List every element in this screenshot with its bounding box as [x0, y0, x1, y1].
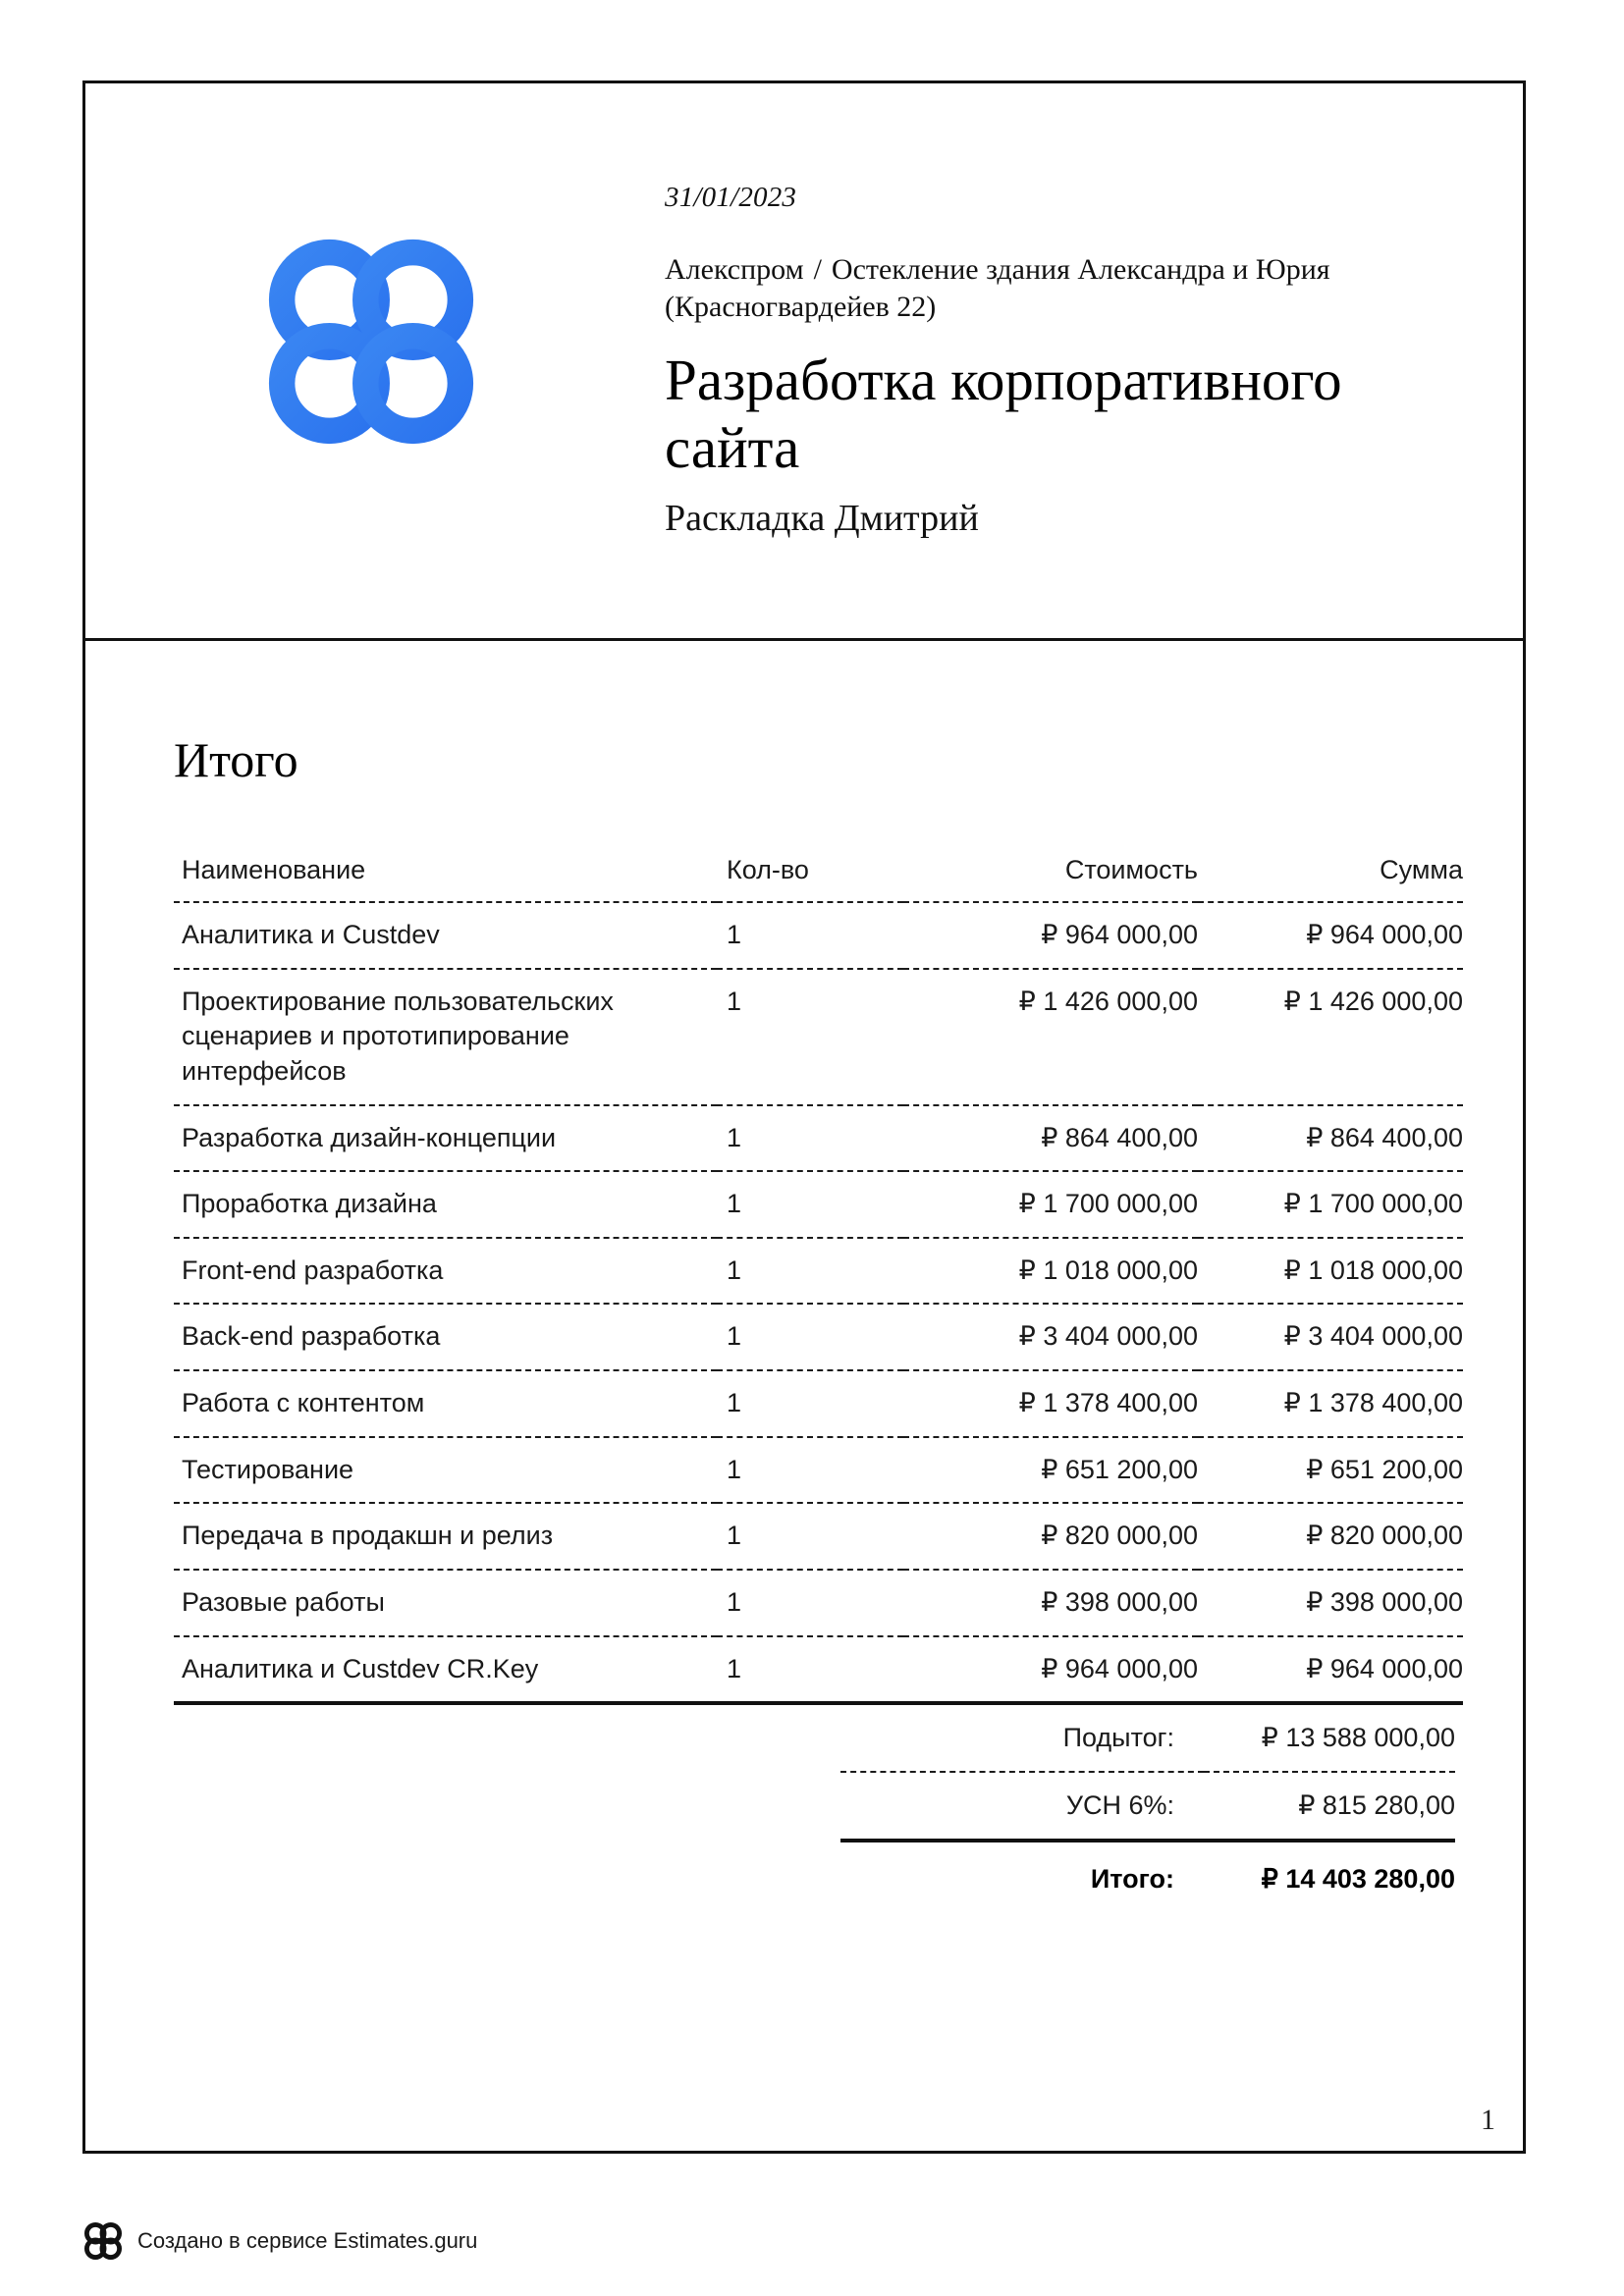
cell-sum: ₽ 3 404 000,00 [1198, 1304, 1463, 1370]
cell-name: Работа с контентом [174, 1370, 717, 1437]
cell-sum: ₽ 820 000,00 [1198, 1503, 1463, 1570]
header-text-block [665, 182, 1450, 540]
table-row [174, 1570, 1463, 1636]
page-number: 1 [1481, 2104, 1495, 2136]
cell-price: ₽ 1 700 000,00 [903, 1171, 1198, 1238]
page-title: Разработка корпоративного сайта [665, 347, 1342, 481]
cell-sum: ₽ 1 018 000,00 [1198, 1238, 1463, 1305]
grand-total-label: Итого: [1090, 1864, 1174, 1895]
column-header-name: Наименование [174, 855, 717, 902]
document-body [85, 641, 1523, 1912]
totals-row-grand [840, 1841, 1455, 1912]
cell-price: ₽ 1 378 400,00 [903, 1370, 1198, 1437]
cell-sum: ₽ 864 400,00 [1198, 1105, 1463, 1172]
cell-name: Проектирование пользовательских сценариев и прототипирование интерфейсов [174, 969, 717, 1105]
breadcrumb [665, 251, 1421, 327]
table-row [174, 969, 1463, 1105]
cell-name: Передача в продакшн и релиз [174, 1503, 717, 1570]
cell-price: ₽ 398 000,00 [903, 1570, 1198, 1636]
cell-name: Тестирование [174, 1437, 717, 1504]
cell-sum: ₽ 398 000,00 [1198, 1570, 1463, 1636]
cell-name: Front-end разработка [174, 1238, 717, 1305]
cell-qty: 1 [717, 1503, 903, 1570]
cell-name: Back-end разработка [174, 1304, 717, 1370]
table-row [174, 1304, 1463, 1370]
cell-name: Аналитика и Custdev CR.Key [174, 1636, 717, 1704]
table-row [174, 1370, 1463, 1437]
cell-price: ₽ 1 426 000,00 [903, 969, 1198, 1105]
table-row [174, 1171, 1463, 1238]
cell-price: ₽ 1 018 000,00 [903, 1238, 1198, 1305]
column-header-sum: Сумма [1198, 855, 1463, 902]
breadcrumb-project[interactable]: Остекление здания Александра и Юрия (Красногвардейев 22) [665, 253, 1330, 324]
cell-name: Разовые работы [174, 1570, 717, 1636]
cell-qty: 1 [717, 969, 903, 1105]
cell-qty: 1 [717, 1171, 903, 1238]
cell-sum: ₽ 1 426 000,00 [1198, 969, 1463, 1105]
table-row [174, 1503, 1463, 1570]
cell-sum: ₽ 1 378 400,00 [1198, 1370, 1463, 1437]
subtotal-value: ₽ 13 588 000,00 [1204, 1705, 1455, 1772]
cell-qty: 1 [717, 1636, 903, 1704]
cell-price: ₽ 964 000,00 [903, 902, 1198, 969]
cell-sum: ₽ 1 700 000,00 [1198, 1171, 1463, 1238]
footer-credit-text[interactable]: Создано в сервисе Estimates.guru [137, 2228, 478, 2253]
totals-table [840, 1705, 1455, 1912]
subtotal-label: Подытог: [840, 1705, 1204, 1772]
column-header-price: Стоимость [903, 855, 1198, 902]
grand-total-value: ₽ 14 403 280,00 [1261, 1864, 1455, 1895]
cell-sum: ₽ 651 200,00 [1198, 1437, 1463, 1504]
section-heading: Итого [174, 732, 298, 787]
cell-qty: 1 [717, 1105, 903, 1172]
cell-qty: 1 [717, 1437, 903, 1504]
cell-price: ₽ 3 404 000,00 [903, 1304, 1198, 1370]
tax-label: УСН 6%: [840, 1772, 1204, 1841]
items-table [174, 855, 1463, 1705]
table-row [174, 902, 1463, 969]
cell-price: ₽ 964 000,00 [903, 1636, 1198, 1704]
cell-qty: 1 [717, 1570, 903, 1636]
breadcrumb-client[interactable]: Алекспром [665, 253, 804, 286]
cell-name: Аналитика и Custdev [174, 902, 717, 969]
table-row [174, 1636, 1463, 1704]
tax-value: ₽ 815 280,00 [1204, 1772, 1455, 1841]
totals-row-tax [840, 1772, 1455, 1841]
totals-row-subtotal [840, 1705, 1455, 1772]
cell-sum: ₽ 964 000,00 [1198, 902, 1463, 969]
cell-price: ₽ 820 000,00 [903, 1503, 1198, 1570]
document-page [82, 80, 1526, 2154]
cell-qty: 1 [717, 1238, 903, 1305]
document-footer [82, 2220, 477, 2262]
document-date: 31/01/2023 [665, 182, 797, 213]
cell-qty: 1 [717, 1304, 903, 1370]
cell-name: Проработка дизайна [174, 1171, 717, 1238]
cell-name: Разработка дизайн-концепции [174, 1105, 717, 1172]
column-header-qty: Кол-во [717, 855, 903, 902]
page-subtitle: Раскладка Дмитрий [665, 498, 979, 539]
table-row [174, 1105, 1463, 1172]
table-header-row [174, 855, 1463, 902]
breadcrumb-separator: / [813, 253, 822, 286]
document-header [85, 83, 1523, 641]
cell-price: ₽ 651 200,00 [903, 1437, 1198, 1504]
table-row [174, 1437, 1463, 1504]
cell-sum: ₽ 964 000,00 [1198, 1636, 1463, 1704]
table-row [174, 1238, 1463, 1305]
clover-logo-icon [82, 2220, 124, 2262]
cell-price: ₽ 864 400,00 [903, 1105, 1198, 1172]
cell-qty: 1 [717, 902, 903, 969]
clover-logo-icon [258, 229, 484, 454]
cell-qty: 1 [717, 1370, 903, 1437]
